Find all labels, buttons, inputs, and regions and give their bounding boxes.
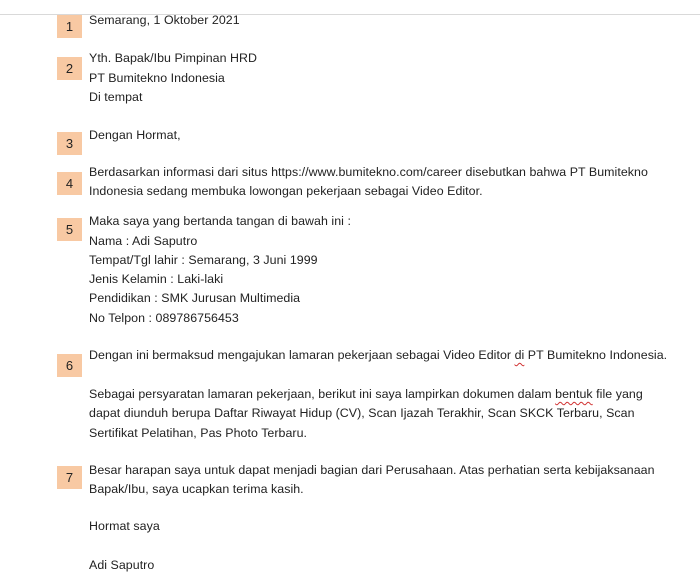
section-marker-3: 3 xyxy=(57,132,82,155)
closing-line-2: Bapak/Ibu, saya ucapkan terima kasih. xyxy=(89,482,304,496)
recipient-line-1: Yth. Bapak/Ibu Pimpinan HRD xyxy=(89,51,258,65)
purpose-line xyxy=(89,345,667,365)
purpose-text-before: Dengan ini bermaksud mengajukan lamaran pekerjaan sebagai Video Editor xyxy=(89,348,515,362)
documents-line-2: dapat diunduh berupa Daftar Riwayat Hidup (CV), Scan Ijazah Terakhir, Scan SKCK Terbaru, Scan xyxy=(89,406,635,420)
identity-gender: Jenis Kelamin : Laki-laki xyxy=(89,272,224,286)
letter-date: Semarang, 1 Oktober 2021 xyxy=(89,13,240,27)
section-marker-2: 2 xyxy=(57,57,82,80)
section-marker-4: 4 xyxy=(57,172,82,195)
identity-phone: No Telpon : 089786756453 xyxy=(89,311,239,325)
closing-line-1: Besar harapan saya untuk dapat menjadi bagian dari Perusahaan. Atas perhatian serta kebijaksanaan xyxy=(89,463,655,477)
recipient-line-3: Di tempat xyxy=(89,90,143,104)
spellcheck-flagged-word[interactable]: di xyxy=(514,348,525,362)
purpose-text-after: PT Bumitekno Indonesia. xyxy=(524,348,668,362)
section-marker-5: 5 xyxy=(57,218,82,241)
identity-birth: Tempat/Tgl lahir : Semarang, 3 Juni 1999 xyxy=(89,253,318,267)
greeting: Dengan Hormat, xyxy=(89,128,181,142)
identity-education: Pendidikan : SMK Jurusan Multimedia xyxy=(89,291,301,305)
documents-text-after: file yang xyxy=(592,387,643,401)
documents-line-3: Sertifikat Pelatihan, Pas Photo Terbaru. xyxy=(89,426,308,440)
intro-line-2: Indonesia sedang membuka lowongan pekerjaan sebagai Video Editor. xyxy=(89,184,483,198)
intro-line-1: Berdasarkan informasi dari situs https://www.bumitekno.com/career disebutkan bahwa PT Bumitekno xyxy=(89,165,648,179)
section-marker-7: 7 xyxy=(57,466,82,489)
section-marker-1: 1 xyxy=(57,15,82,38)
recipient-line-2: PT Bumitekno Indonesia xyxy=(89,71,225,85)
identity-name: Nama : Adi Saputro xyxy=(89,234,198,248)
identity-lead: Maka saya yang bertanda tangan di bawah ini : xyxy=(89,214,351,228)
spellcheck-flagged-word[interactable]: bentuk xyxy=(555,387,593,401)
signoff: Hormat saya xyxy=(89,519,160,533)
documents-text-before: Sebagai persyaratan lamaran pekerjaan, berikut ini saya lampirkan dokumen dalam xyxy=(89,387,556,401)
documents-line-1 xyxy=(89,384,643,404)
signature-name: Adi Saputro xyxy=(89,558,155,572)
section-marker-6: 6 xyxy=(57,354,82,377)
